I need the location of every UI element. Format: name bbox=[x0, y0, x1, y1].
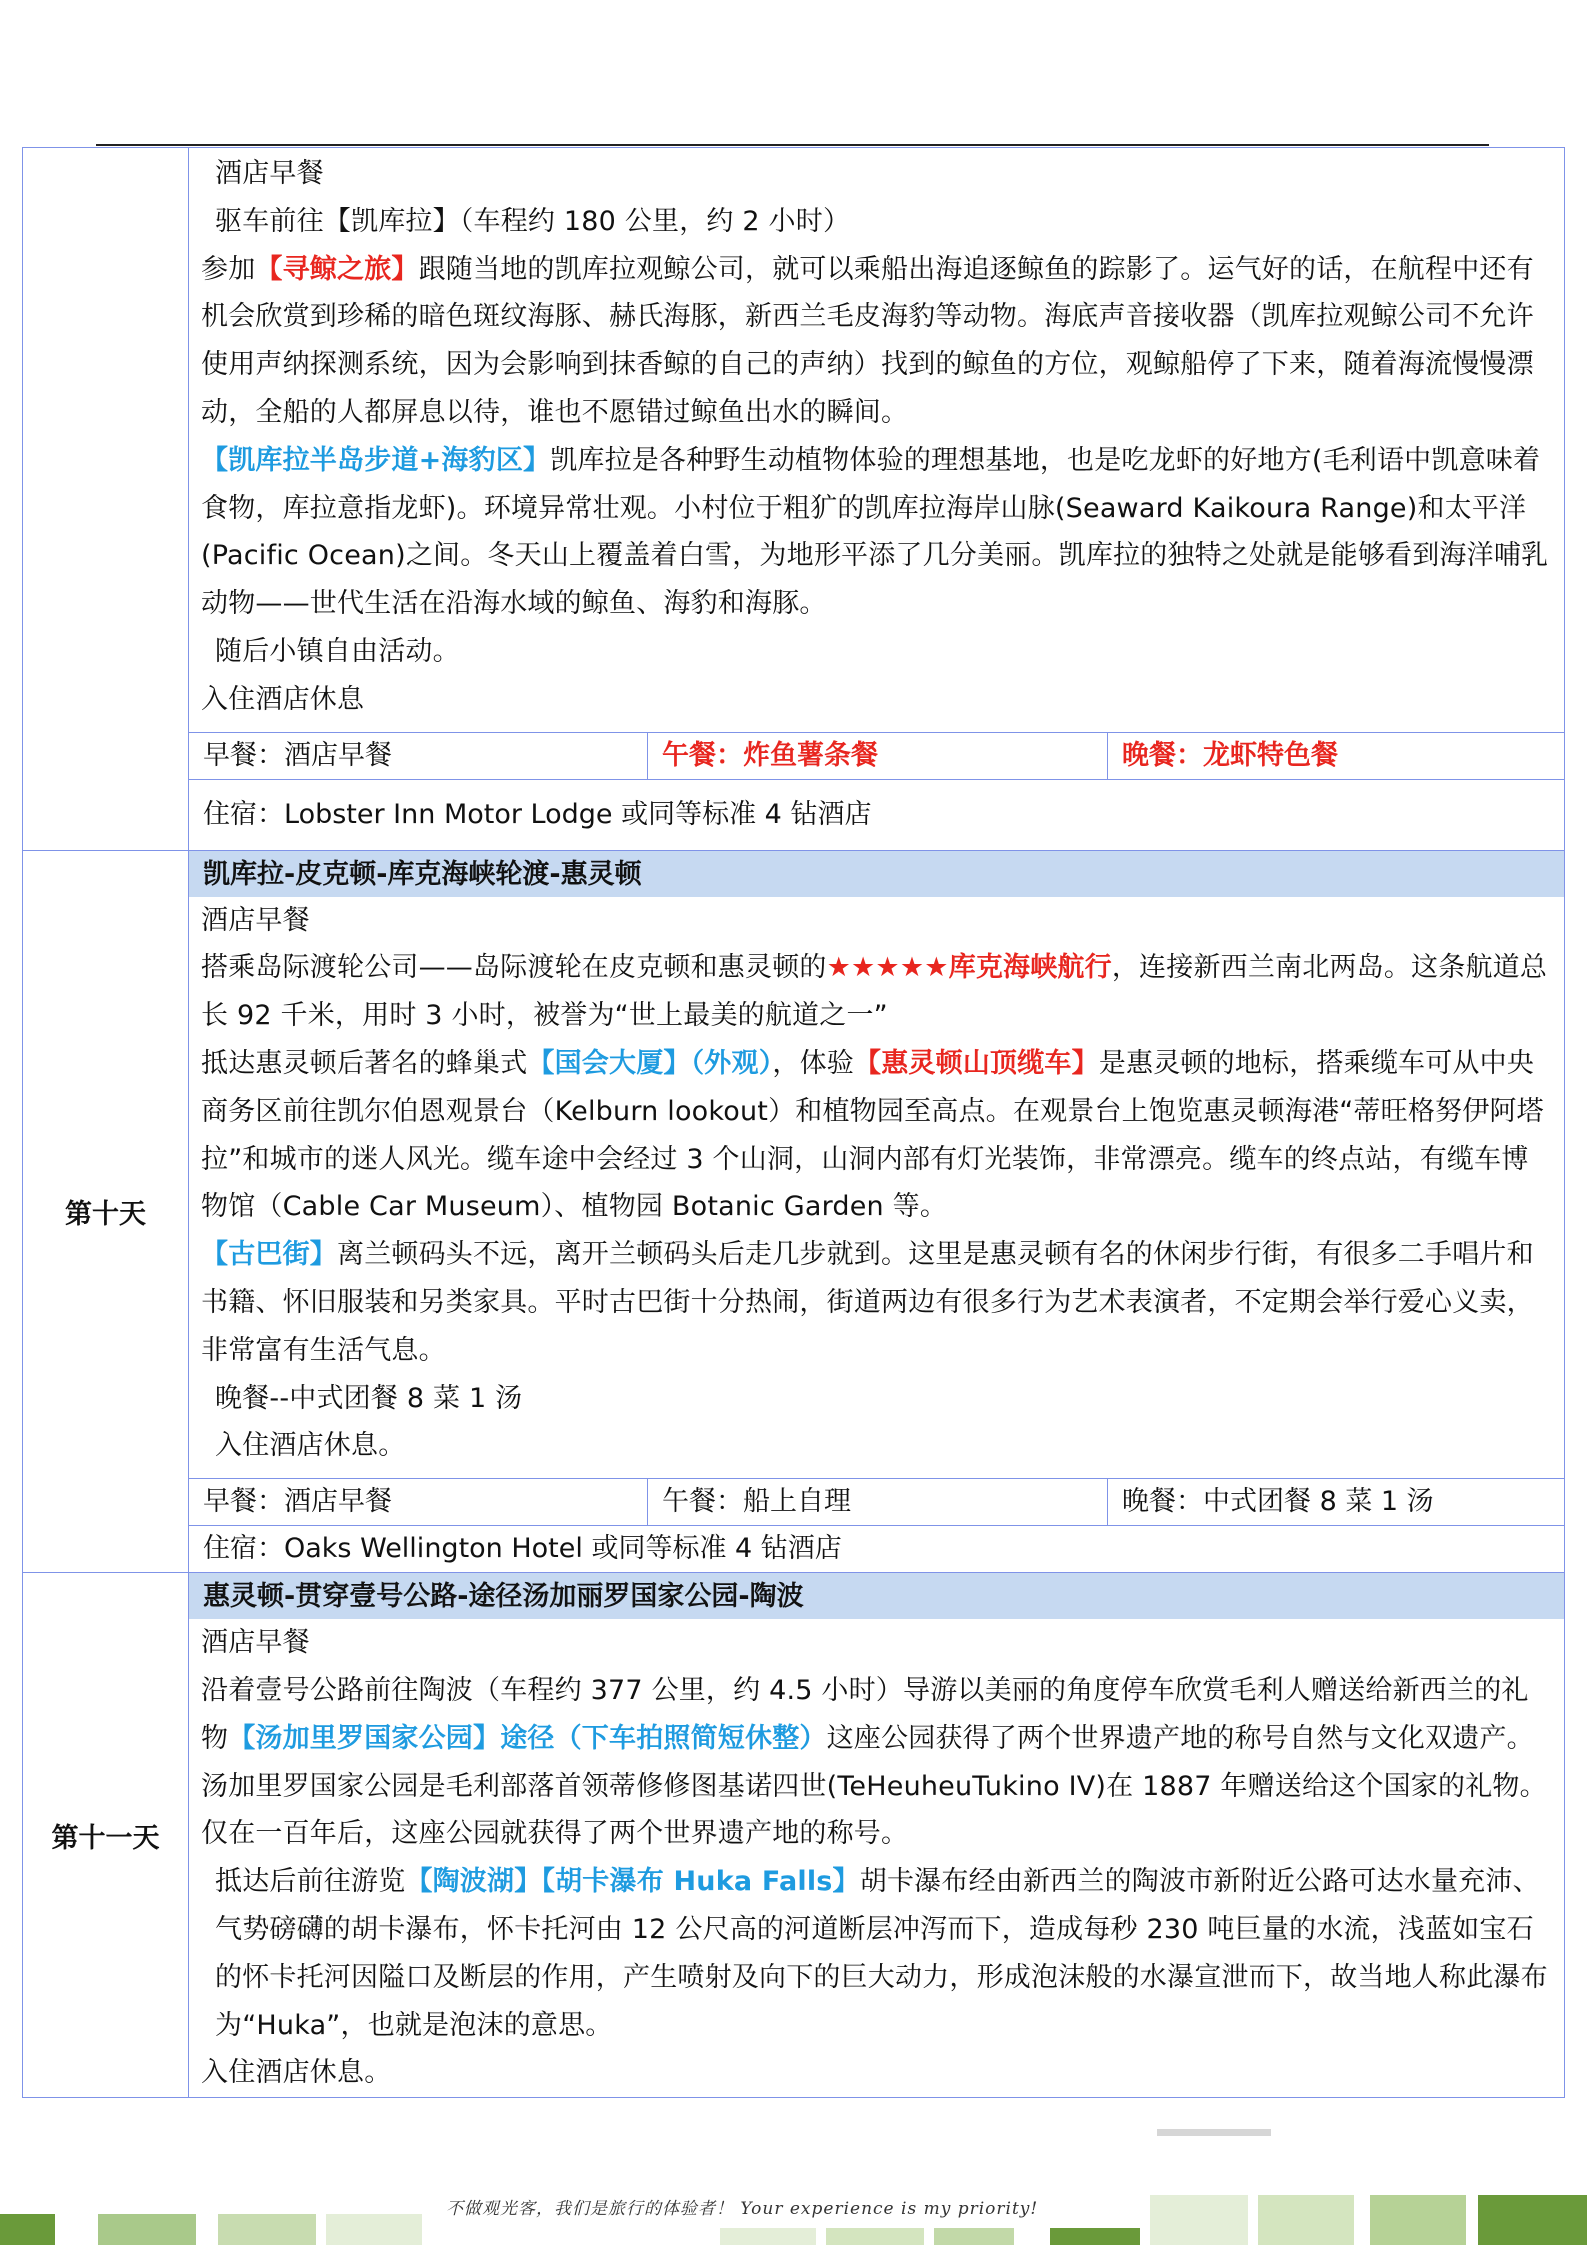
day11-checkin: 入住酒店休息。 bbox=[201, 2057, 392, 2089]
day9-lunch: 午餐：炸鱼薯条餐 bbox=[648, 733, 1108, 779]
footer-tile bbox=[1478, 2195, 1587, 2245]
day10-row bbox=[23, 850, 1565, 1573]
footer-tile bbox=[218, 2214, 316, 2245]
day9-content-cell bbox=[189, 148, 1565, 851]
footer-tile bbox=[0, 2214, 55, 2245]
day11-breakfast-line: 酒店早餐 bbox=[201, 1627, 310, 1659]
day10-route: 凯库拉-皮克顿-库克海峡轮渡-惠灵顿 bbox=[189, 851, 1564, 897]
day9-dinner: 晚餐：龙虾特色餐 bbox=[1122, 739, 1338, 771]
header-rule bbox=[96, 144, 1489, 146]
huka-falls-tag: 【胡卡瀑布 Huka Falls】 bbox=[541, 1866, 860, 1898]
footer-slogan: 不做观光客，我们是旅行的体验者！ Your experience is my priority! bbox=[446, 2199, 1039, 2219]
page-indicator bbox=[1157, 2129, 1271, 2136]
footer-tile bbox=[934, 2228, 1014, 2245]
itinerary-table bbox=[22, 147, 1565, 2098]
day11-route: 惠灵顿-贯穿壹号公路-途径汤加丽罗国家公园-陶波 bbox=[189, 1573, 1564, 1619]
day10-label: 第十天 bbox=[23, 850, 189, 1573]
day9-breakfast-line: 酒店早餐 bbox=[215, 158, 324, 189]
cable-car-tag: 【惠灵顿山顶缆车】 bbox=[854, 1047, 1099, 1079]
day11-content-cell bbox=[189, 1573, 1565, 2098]
footer-tile bbox=[1050, 2228, 1140, 2245]
day9-walk-paragraph: 【凯库拉半岛步道+海豹区】凯库拉是各种野生动植物体验的理想基地，也是吃龙虾的好地方(毛利语中凯意味着食物，库拉意指龙虾)。环境异常壮观。小村位于粗犷的凯库拉海岸山脉(Seaward Kaikoura Range)和太平洋(Pacific Ocean)之间。冬天山上覆盖着白雪，为地形平添了几分美丽。凯库拉的独特之处就是能够看到海洋哺乳动物——世代生活在沿海水域的鲸鱼、海豹和海豚。 bbox=[201, 444, 1549, 620]
kaikoura-walk-tag: 【凯库拉半岛步道+海豹区】 bbox=[201, 444, 551, 476]
footer-tile bbox=[720, 2228, 816, 2245]
day10-lodging: 住宿：Oaks Wellington Hotel 或同等标准 4 钻酒店 bbox=[203, 1533, 842, 1565]
day9-whale-paragraph: 参加【寻鲸之旅】跟随当地的凯库拉观鲸公司，就可以乘船出海追逐鲸鱼的踪影了。运气好的话，在航程中还有机会欣赏到珍稀的暗色斑纹海豚、赫氏海豚，新西兰毛皮海豹等动物。海底声音接收器（凯库拉观鲸公司不允许使用声纳探测系统，因为会影响到抹香鲸的自己的声纳）找到的鲸鱼的方位，观鲸船停了下来，随着海流慢慢漂动，全船的人都屏息以待，谁也不愿错过鲸鱼出水的瞬间。 bbox=[201, 253, 1534, 428]
day9-breakfast: 早餐：酒店早餐 bbox=[189, 733, 648, 779]
day9-drive-line: 驱车前往【凯库拉】（车程约 180 公里，约 2 小时） bbox=[215, 205, 851, 237]
day9-label-cell bbox=[23, 148, 189, 851]
day10-checkin: 入住酒店休息。 bbox=[215, 1430, 406, 1462]
parliament-tag: 【国会大厦】（外观） bbox=[527, 1047, 773, 1079]
day10-breakfast: 早餐：酒店早餐 bbox=[189, 1479, 648, 1525]
day9-row bbox=[23, 148, 1565, 851]
lake-taupo-tag: 【陶波湖】 bbox=[405, 1866, 542, 1898]
day11-label: 第十一天 bbox=[23, 1573, 189, 2098]
footer-tile bbox=[98, 2214, 196, 2245]
footer-tile bbox=[1370, 2195, 1466, 2245]
day11-park-paragraph: 沿着壹号公路前往陶波（车程约 377 公里，约 4.5 小时）导游以美丽的角度停车欣赏毛利人赠送给新西兰的礼物【汤加里罗国家公园】途径（下车拍照简短休整）这座公园获得了两个世界遗产地的称号自然与文化双遗产。汤加里罗国家公园是毛利部落首领蒂修修图基诺四世(TeHeuheuTukino IV)在 1887 年赠送给这个国家的礼物。仅在一百年后，这座公园就获得了两个世界遗产地的称号。 bbox=[201, 1674, 1547, 1850]
day10-cuba-paragraph: 【古巴街】离兰顿码头不远，离开兰顿码头后走几步就到。这里是惠灵顿有名的休闲步行街，有很多二手唱片和书籍、怀旧服装和另类家具。平时古巴街十分热闹，街道两边有很多行为艺术表演者，不定期会举行爱心义卖，非常富有生活气息。 bbox=[201, 1239, 1534, 1366]
day9-meals bbox=[189, 732, 1564, 780]
footer-tile bbox=[326, 2214, 422, 2245]
day9-checkin: 入住酒店休息 bbox=[201, 683, 365, 715]
day10-dinner: 晚餐：中式团餐 8 菜 1 汤 bbox=[1122, 1486, 1434, 1518]
footer-tile bbox=[826, 2228, 924, 2245]
day10-ferry-paragraph: 搭乘岛际渡轮公司——岛际渡轮在皮克顿和惠灵顿的★★★★★库克海峡航行，连接新西兰南北两岛。这条航道总长 92 千米，用时 3 小时，被誉为“世上最美的航道之一” bbox=[201, 952, 1548, 1032]
day10-content-cell bbox=[189, 850, 1565, 1573]
day9-free-time: 随后小镇自由活动。 bbox=[215, 635, 460, 667]
footer-tile bbox=[1150, 2195, 1248, 2245]
whale-tour-tag: 【寻鲸之旅】 bbox=[255, 253, 419, 285]
day11-falls-paragraph: 抵达后前往游览【陶波湖】【胡卡瀑布 Huka Falls】胡卡瀑布经由新西兰的陶波市新附近公路可达水量充沛、气势磅礴的胡卡瀑布，怀卡托河由 12 公尺高的河道断层冲泻而下，造成每秒 230 吨巨量的水流，浅蓝如宝石的怀卡托河因隘口及断层的作用，产生喷射及向下的巨大动力，形成泡沫般的水瀑宣泄而下，故当地人称此瀑布为“Huka”，也就是泡沫的意思。 bbox=[215, 1866, 1548, 2041]
cuba-street-tag: 【古巴街】 bbox=[201, 1239, 337, 1271]
day10-dinner-line: 晚餐--中式团餐 8 菜 1 汤 bbox=[215, 1382, 523, 1414]
day10-meals bbox=[189, 1478, 1564, 1526]
tongariro-tag: 【汤加里罗国家公园】途径（下车拍照简短休整） bbox=[228, 1722, 827, 1754]
day10-cable-paragraph: 抵达惠灵顿后著名的蜂巢式【国会大厦】（外观），体验【惠灵顿山顶缆车】是惠灵顿的地标，搭乘缆车可从中央商务区前往凯尔伯恩观景台（Kelburn lookout）和植物园至高点。在观景台上饱览惠灵顿海港“蒂旺格努伊阿塔拉”和城市的迷人风光。缆车途中会经过 3 个山洞，山洞内部有灯光装饰，非常漂亮。缆车的终点站，有缆车博物馆（Cable Car Museum）、植物园 Botanic Garden 等。 bbox=[201, 1047, 1544, 1223]
day10-breakfast-line: 酒店早餐 bbox=[201, 904, 310, 936]
ferry-tag: ★★★★★库克海峡航行 bbox=[826, 952, 1112, 984]
footer-tile bbox=[1258, 2195, 1354, 2245]
day9-lodging: 住宿：Lobster Inn Motor Lodge 或同等标准 4 钻酒店 bbox=[203, 798, 872, 830]
day10-lunch: 午餐：船上自理 bbox=[648, 1479, 1108, 1525]
day11-row bbox=[23, 1573, 1565, 2098]
